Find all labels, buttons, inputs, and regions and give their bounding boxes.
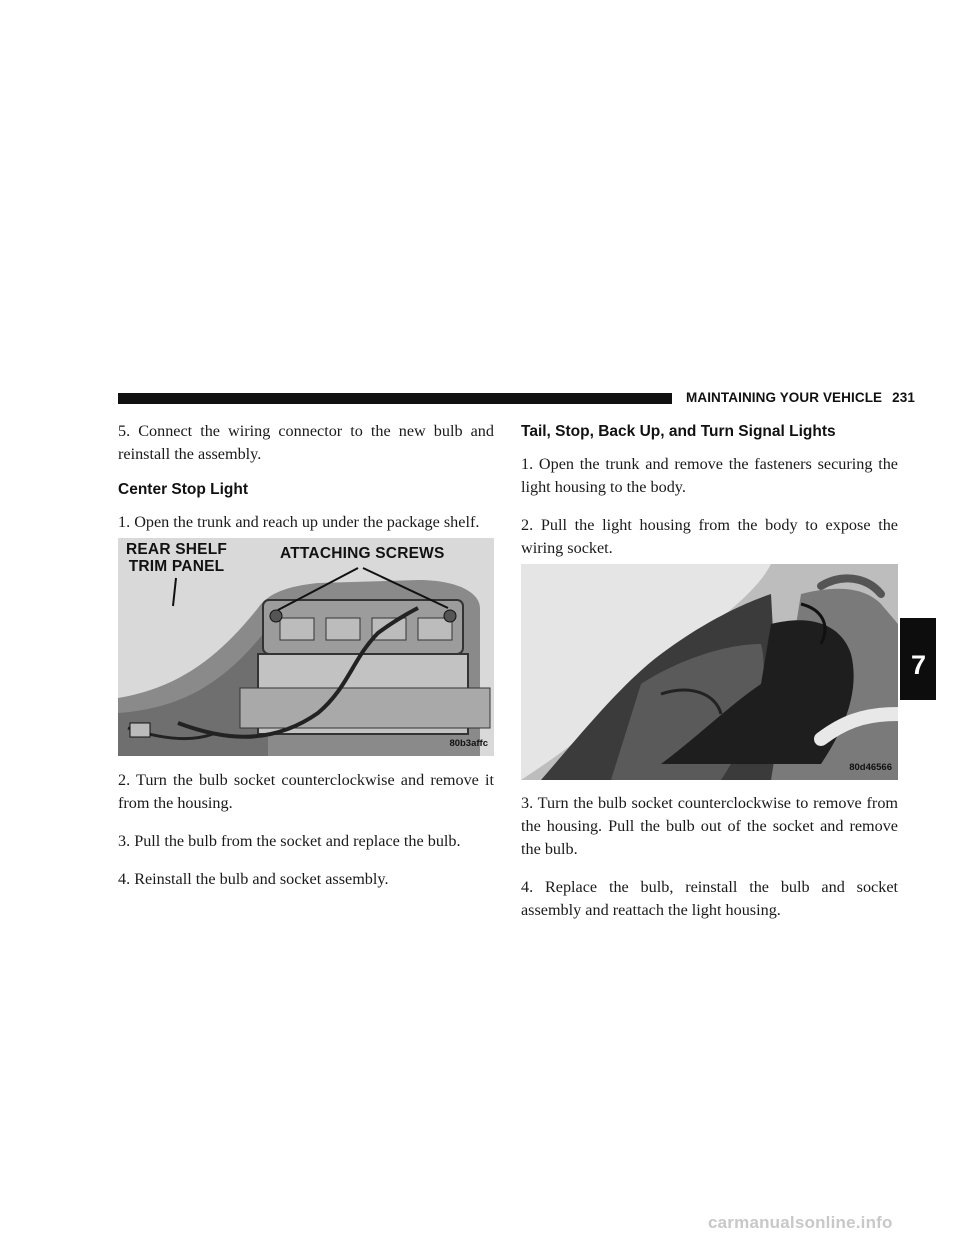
- callout-line-1: REAR SHELF: [126, 541, 228, 558]
- center-step-4-text: 4. Reinstall the bulb and socket assembly.: [118, 870, 389, 888]
- attaching-screws-callout: ATTACHING SCREWS: [280, 545, 445, 562]
- tail-step-4-text: 4. Replace the bulb, reinstall the bulb and socket assembly and reattach the light housing.: [521, 878, 898, 919]
- tail-step-3-text: 3. Turn the bulb socket counterclockwise to remove from the housing. Pull the bulb out of the socket and remove the bulb.: [521, 794, 898, 858]
- chapter-tab-number: 7: [911, 650, 927, 680]
- tail-lights-heading: Tail, Stop, Back Up, and Turn Signal Lights: [521, 423, 836, 440]
- center-stop-light-heading: Center Stop Light: [118, 481, 249, 498]
- page-number: 231: [892, 390, 915, 405]
- running-header: [686, 390, 915, 405]
- watermark: carmanualsonline.info: [708, 1213, 893, 1232]
- center-step-1-text: 1. Open the trunk and reach up under the package shelf.: [118, 513, 480, 531]
- header-rule: [118, 393, 672, 404]
- tail-step-2-text: 2. Pull the light housing from the body to expose the wiring socket.: [521, 516, 898, 557]
- step-5-text: 5. Connect the wiring connector to the new bulb and reinstall the assembly.: [118, 422, 494, 463]
- left-column: [118, 420, 494, 906]
- tail-light-illustration: [521, 564, 898, 780]
- tail-light-figure: [521, 564, 898, 780]
- rear-shelf-trim-panel-callout: [126, 541, 227, 575]
- callout-line-2: TRIM PANEL: [128, 558, 225, 575]
- center-step-2-text: 2. Turn the bulb socket counterclockwise and remove it from the housing.: [118, 771, 494, 812]
- center-step-3-text: 3. Pull the bulb from the socket and replace the bulb.: [118, 832, 461, 850]
- section-title: MAINTAINING YOUR VEHICLE: [686, 390, 883, 405]
- right-column: [521, 420, 898, 937]
- figure-code: 80b3affc: [449, 738, 488, 749]
- tail-step-1-text: 1. Open the trunk and remove the fasteners securing the light housing to the body.: [521, 455, 898, 496]
- figure-code: 80d46566: [849, 762, 892, 773]
- center-stop-light-figure: [118, 538, 494, 756]
